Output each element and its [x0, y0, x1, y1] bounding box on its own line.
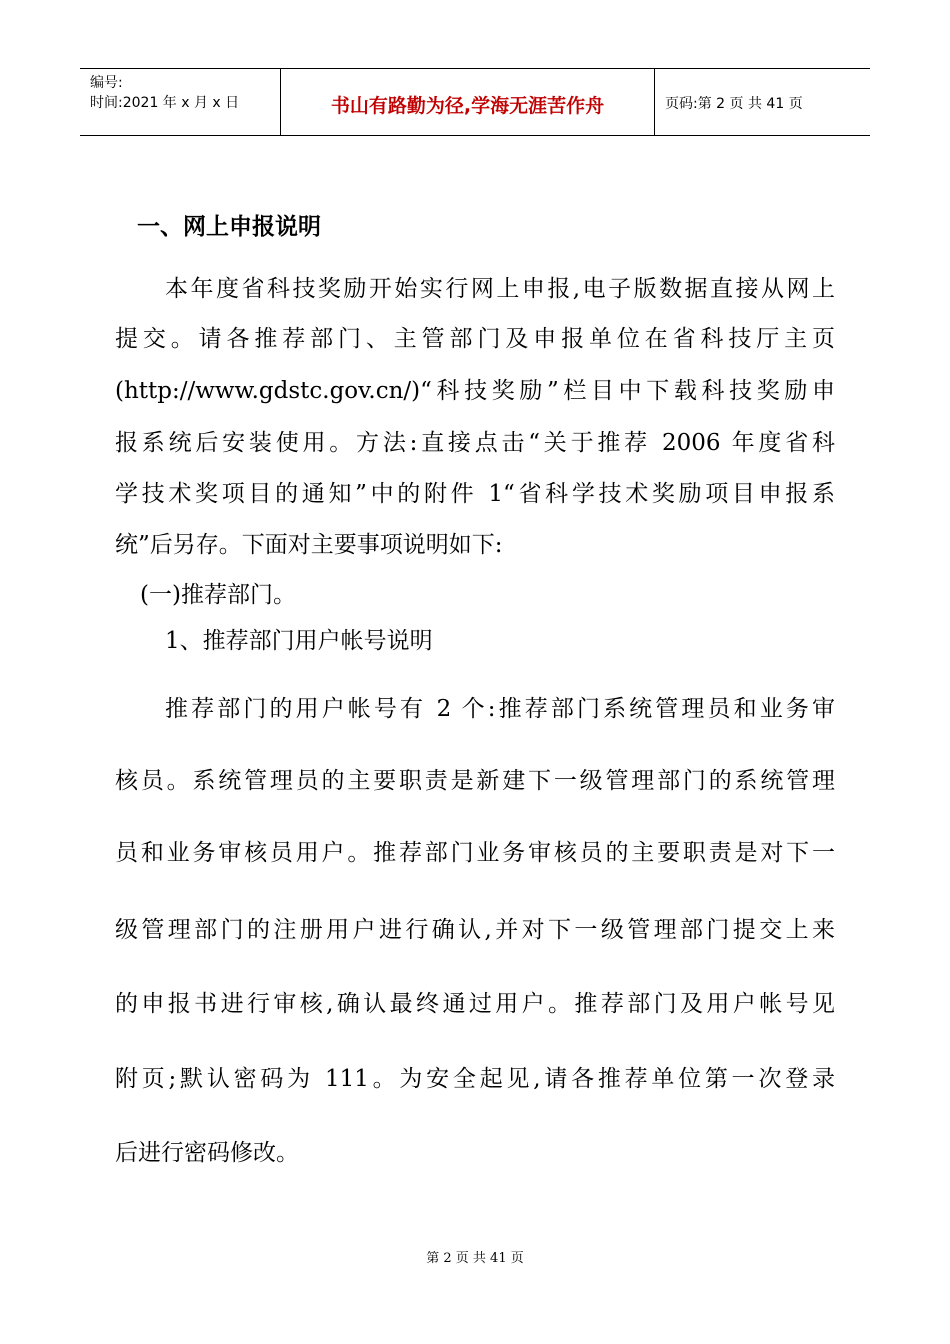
page-header: [80, 68, 870, 136]
body-line: 员和业务审核员用户。推荐部门业务审核员的主要职责是对下一: [115, 840, 835, 866]
header-motto: 书山有路勤为径,学海无涯苦作舟: [281, 69, 655, 135]
intro-line: 学技术奖项目的通知”中的附件 1“省科学技术奖励项目申报系: [115, 481, 835, 507]
body-line: 附页;默认密码为 111。为安全起见,请各推荐单位第一次登录: [115, 1066, 835, 1092]
body-line: 推荐部门的用户帐号有 2 个:推荐部门系统管理员和业务审: [165, 696, 835, 722]
intro-line: 报系统后安装使用。方法:直接点击“关于推荐 2006 年度省科: [115, 430, 835, 456]
body-line: 后进行密码修改。: [115, 1140, 299, 1166]
section-title: 一、网上申报说明: [137, 214, 321, 240]
intro-line: 本年度省科技奖励开始实行网上申报,电子版数据直接从网上: [165, 276, 835, 302]
code-label: 编号:: [90, 75, 123, 91]
item-title: 1、推荐部门用户帐号说明: [165, 628, 433, 654]
body-line: 的申报书进行审核,确认最终通过用户。推荐部门及用户帐号见: [115, 991, 835, 1017]
page-footer: 第 2 页 共 41 页: [426, 1251, 524, 1266]
intro-line: 统”后另存。下面对主要事项说明如下:: [115, 532, 503, 558]
header-page-info: 页码:第 2 页 共 41 页: [665, 96, 803, 112]
body-line: 级管理部门的注册用户进行确认,并对下一级管理部门提交上来: [115, 917, 835, 943]
intro-line: 提交。请各推荐部门、主管部门及申报单位在省科技厅主页: [115, 326, 835, 352]
time-label: 时间:2021 年 x 月 x 日: [90, 95, 240, 111]
intro-line: (http://www.gdstc.gov.cn/)“科技奖励”栏目中下载科技奖励申: [115, 378, 835, 404]
body-line: 核员。系统管理员的主要职责是新建下一级管理部门的系统管理: [115, 768, 835, 794]
header-meta: [80, 69, 281, 135]
subsection-title: (一)推荐部门。: [140, 582, 296, 608]
